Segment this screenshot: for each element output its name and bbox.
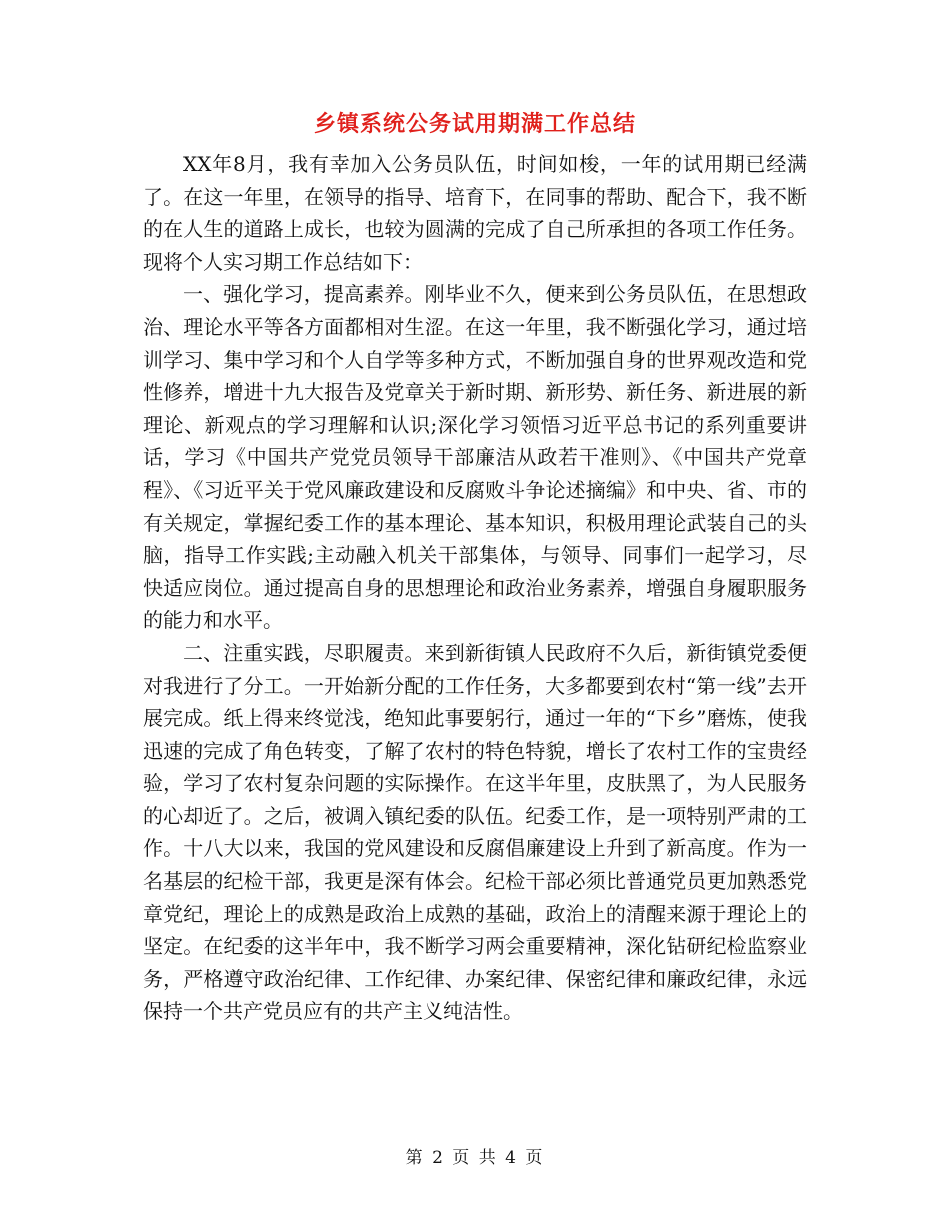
document-body <box>143 148 807 1028</box>
paragraph-section-two: 二、注重实践，尽职履责。来到新街镇人民政府不久后，新街镇党委便对我进行了分工。一开始新分配的工作任务，大多都要到农村“第一线”去开展完成。纸上得来终觉浅，绝知此事要躬行，通过一年的“下乡”磨炼，使我迅速的完成了角色转变，了解了农村的特色特貌，增长了农村工作的宝贵经验，学习了农村复杂问题的实际操作。在这半年里，皮肤黑了，为人民服务的心却近了。之后，被调入镇纪委的队伍。纪委工作，是一项特别严肃的工作。十八大以来，我国的党风建设和反腐倡廉建设上升到了新高度。作为一名基层的纪检干部，我更是深有体会。纪检干部必须比普通党员更加熟悉党章党纪，理论上的成熟是政治上成熟的基础，政治上的清醒来源于理论上的坚定。在纪委的这半年中，我不断学习两会重要精神，深化钻研纪检监察业务，严格遵守政治纪律、工作纪律、办案纪律、保密纪律和廉政纪律，永远保持一个共产党员应有的共产主义纯洁性。 <box>143 640 807 1024</box>
paragraph-section-one: 一、强化学习，提高素养。刚毕业不久，便来到公务员队伍，在思想政治、理论水平等各方面都相对生涩。在这一年里，我不断强化学习，通过培训学习、集中学习和个人自学等多种方式，不断加强自身的世界观改造和党性修养，增进十九大报告及党章关于新时期、新形势、新任务、新进展的新理论、新观点的学习理解和认识;深化学习领悟习近平总书记的系列重要讲话，学习《中国共产党党员领导干部廉洁从政若干准则》、《中国共产党章程》、《习近平关于党风廉政建设和反腐败斗争论述摘编》和中央、省、市的有关规定，掌握纪委工作的基本理论、基本知识，积极用理论武装自己的头脑，指导工作实践;主动融入机关干部集体，与领导、同事们一起学习，尽快适应岗位。通过提高自身的思想理论和政治业务素养，增强自身履职服务的能力和水平。 <box>143 282 807 633</box>
paragraph-intro: XX年8月，我有幸加入公务员队伍，时间如梭，一年的试用期已经满了。在这一年里，在领导的指导、培育下，在同事的帮助、配合下，我不断的在人生的道路上成长，也较为圆满的完成了自己所承担的各项工作任务。现将个人实习期工作总结如下： <box>143 152 807 274</box>
page-number-footer: 第 2 页 共 4 页 <box>405 1148 545 1168</box>
document-title: 乡镇系统公务试用期满工作总结 <box>313 112 636 137</box>
